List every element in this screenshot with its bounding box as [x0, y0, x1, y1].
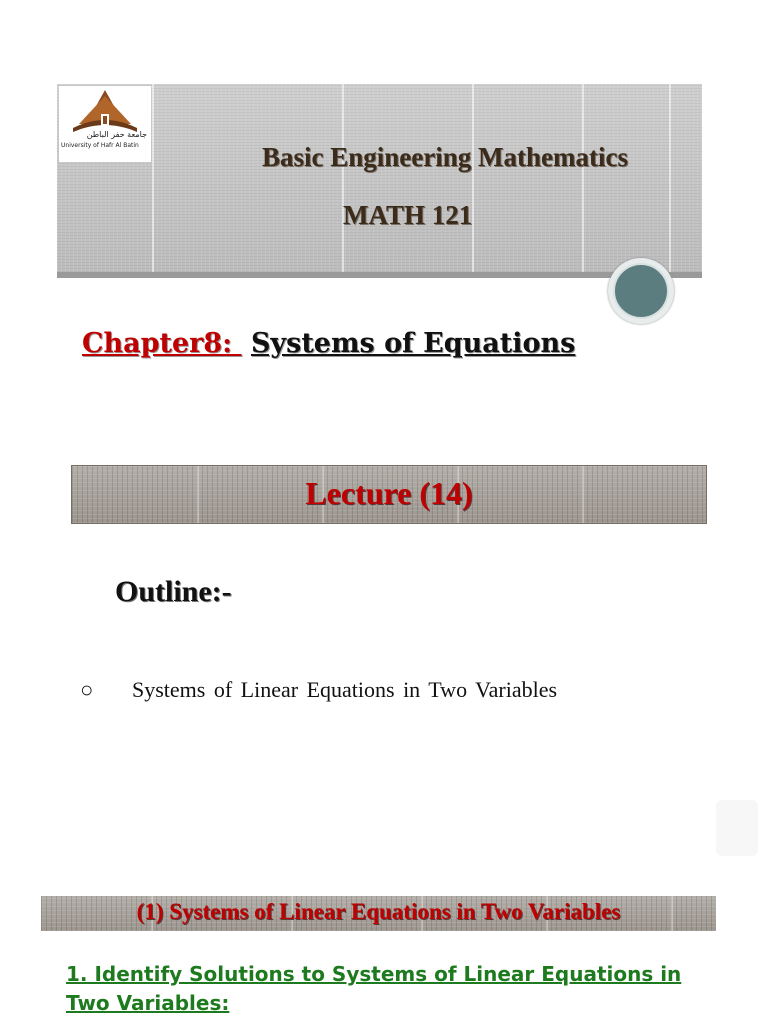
outline-heading: Outline:-	[115, 575, 232, 608]
course-code: MATH 121	[343, 200, 473, 230]
faint-decoration	[716, 800, 758, 856]
lecture-title: Lecture (14)	[305, 475, 473, 511]
logo-english-text: University of Hafr Al Batin	[61, 142, 139, 149]
lecture-banner	[71, 465, 707, 524]
section-banner	[41, 896, 716, 931]
outline-list-item	[80, 677, 557, 703]
decorative-circle-icon	[608, 258, 674, 324]
chapter-label: Chapter8:	[82, 328, 242, 359]
outline-item-text: Systems of Linear Equations in Two Variables	[132, 677, 558, 702]
chapter-title: Systems of Equations	[250, 328, 576, 359]
chapter-heading	[82, 328, 575, 359]
section-title: (1) Systems of Linear Equations in Two Variables	[136, 899, 621, 924]
subsection-heading	[66, 960, 706, 1018]
logo-arabic-text: جامعة حفر الباطن	[86, 130, 147, 139]
course-title: Basic Engineering Mathematics	[262, 142, 628, 172]
university-logo	[59, 86, 151, 162]
subsection-heading-text: 1. Identify Solutions to Systems of Linear Equations in Two Variables:	[66, 962, 682, 1015]
header-banner	[57, 84, 702, 278]
circle-bullet-icon: ○	[80, 677, 94, 702]
